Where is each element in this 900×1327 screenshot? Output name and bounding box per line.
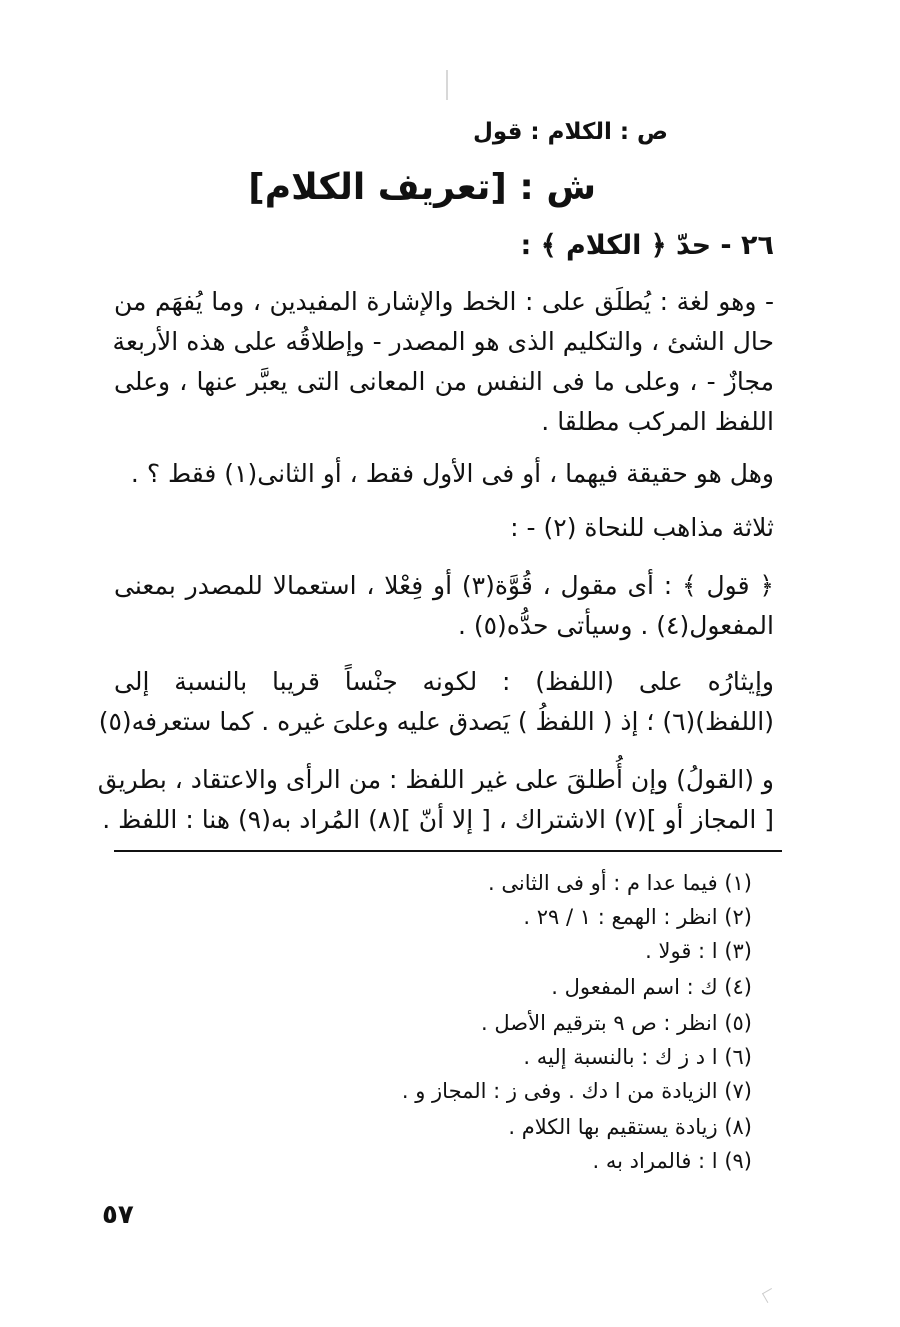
- body-line: المفعول(٤) . وسيأتى حدُّه(٥) .: [457, 611, 774, 640]
- chapter-title: ش : [تعريف الكلام]: [248, 167, 596, 208]
- page-number: ٥٧: [102, 1200, 134, 1230]
- body-line: (اللفظ)(٦) ؛ إذ ( اللفظُ ) يَصدق عليه وعلىَ غيره . كما ستعرفه(٥): [98, 707, 774, 736]
- footnote: (٧) الزيادة من ا دك . وفى ز : المجاز و .: [401, 1079, 752, 1103]
- body-line: مجازٌ - ، وعلى ما فى النفس من المعانى التى يعبَّر عنها ، وعلى: [114, 367, 774, 396]
- footnote: (٢) انظر : الهمع : ١ / ٢٩ .: [523, 905, 752, 929]
- footnote: (٣) ا : قولا .: [645, 939, 752, 963]
- scan-mark: [446, 70, 448, 100]
- running-header: ص : الكلام : قول: [472, 119, 668, 145]
- body-line: اللفظ المركب مطلقا .: [541, 407, 774, 436]
- body-line: - وهو لغة : يُطلَق على : الخط والإشارة المفيدين ، وما يُفهَم من: [114, 287, 774, 316]
- section-heading: ٢٦ - حدّ ﴿ الكلام ﴾ :: [520, 230, 774, 261]
- footnote: (٤) ك : اسم المفعول .: [551, 975, 752, 999]
- body-line: حال الشئ ، والتكليم الذى هو المصدر - وإطلاقُه على هذه الأربعة: [112, 327, 774, 356]
- body-line: و (القولُ) وإن أُطلقَ على غير اللفظ : من الرأى والاعتقاد ، بطريق: [97, 765, 774, 794]
- footnote: (٨) زيادة يستقيم بها الكلام .: [508, 1115, 752, 1139]
- body-line: وهل هو حقيقة فيهما ، أو فى الأول فقط ، أو الثانى(١) فقط ؟ .: [130, 459, 774, 488]
- footnote: (٦) ا د ز ك : بالنسبة إليه .: [523, 1045, 752, 1069]
- body-line: وإيثارُه على (اللفظ) : لكونه جنْساً قريبا بالنسبة إلى: [114, 667, 774, 696]
- body-line: [ المجاز أو ](٧) الاشتراك ، [ إلا أنّ ](٨) المُراد به(٩) هنا : اللفظ .: [102, 805, 774, 834]
- footnote-separator: [114, 850, 782, 852]
- footnote: (٥) انظر : ص ٩ بترقيم الأصل .: [481, 1011, 752, 1035]
- scan-mark: [762, 1288, 777, 1303]
- footnote: (١) فيما عدا م : أو فى الثانى .: [488, 871, 752, 895]
- footnote: (٩) ا : فالمراد به .: [592, 1149, 752, 1173]
- body-line: ﴿ قول ﴾ : أى مقول ، قُوَّة(٣) أو فِعْلا ، استعمالا للمصدر بمعنى: [114, 571, 774, 600]
- body-line: ثلاثة مذاهب للنحاة (٢) - :: [510, 513, 774, 542]
